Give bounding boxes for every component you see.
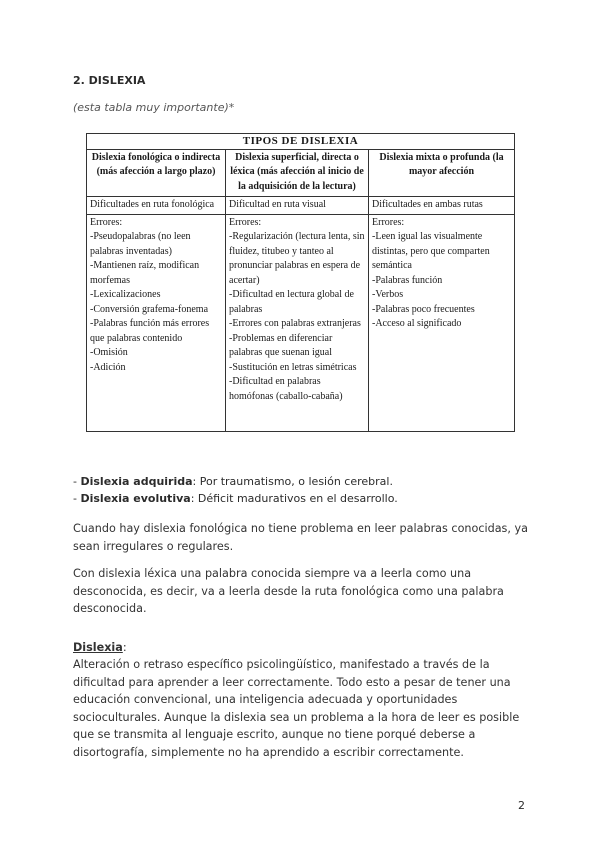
acquired-dyslexia-line: - Dislexia adquirida: Por traumatismo, o lesión cerebral. [73, 475, 393, 488]
dyslexia-types-table [86, 133, 514, 432]
lexical-paragraph: Con dislexia léxica una palabra conocida siempre va a leerla como una desconocida, es decir, va a leerla desde la ruta fonológica como una palabra desconocida. [73, 567, 504, 615]
table-title: TIPOS DE DISLEXIA [87, 134, 515, 150]
definition-paragraph: Alteración o retraso específico psicolingüístico, manifestado a través de la dificultad para aprender a leer correctamente. Todo esto a pesar de tener una educación convencional, una inteligencia adecuada y oportunidades socioculturales. Aunque la dislexia sea un problema a la hora de leer es posible que se transmita al lenguaje escrito, aunque no tiene porqué deberse a disortografía, simplemente no ha aprendido a escribir correctamente. [73, 658, 520, 759]
header-fonologica: Dislexia fonológica o indirecta (más afección a largo plazo) [87, 149, 226, 197]
section-heading: 2. DISLEXIA [73, 74, 146, 87]
evolutive-dyslexia-line: - Dislexia evolutiva: Déficit madurativos en el desarrollo. [73, 492, 398, 505]
definition-label: Dislexia [73, 641, 123, 654]
definition-title: Dislexia: [73, 641, 127, 654]
acquired-label: Dislexia adquirida [80, 475, 193, 488]
header-superficial: Dislexia superficial, directa o léxica (más afección al inicio de la adquisición de la lectura) [226, 149, 369, 197]
page-number: 2 [518, 799, 525, 812]
table-note: (esta tabla muy importante)* [73, 101, 235, 114]
phonological-paragraph: Cuando hay dislexia fonológica no tiene problema en leer palabras conocidas, ya sean irregulares o regulares. [73, 522, 528, 553]
difficulty-mixta: Dificultades en ambas rutas [369, 197, 515, 215]
header-mixta: Dislexia mixta o profunda (la mayor afección [369, 149, 515, 197]
errors-fonologica: Errores: -Pseudopalabras (no leen palabras inventadas) -Mantienen raíz, modifican morfemas -Lexicalizaciones -Conversión grafema-fonema -Palabras función más errores que palabras contenido -Omisión -Adición [87, 214, 226, 431]
errors-mixta: Errores: -Leen igual las visualmente distintas, pero que comparten semántica -Palabras función -Verbos -Palabras poco frecuentes -Acceso al significado [369, 214, 515, 431]
difficulty-fonologica: Dificultades en ruta fonológica [87, 197, 226, 215]
evolutive-label: Dislexia evolutiva [80, 492, 191, 505]
difficulty-superficial: Dificultad en ruta visual [226, 197, 369, 215]
errors-superficial: Errores: -Regularización (lectura lenta, sin fluidez, titubeo y tanteo al pronunciar palabras en espera de acertar) -Dificultad en lectura global de palabras -Errores con palabras extranjeras -Problemas en diferenciar palabras que suenan igual -Sustitución en letras simétricas -Dificultad en palabras homófonas (caballo-cabaña) [226, 214, 369, 431]
